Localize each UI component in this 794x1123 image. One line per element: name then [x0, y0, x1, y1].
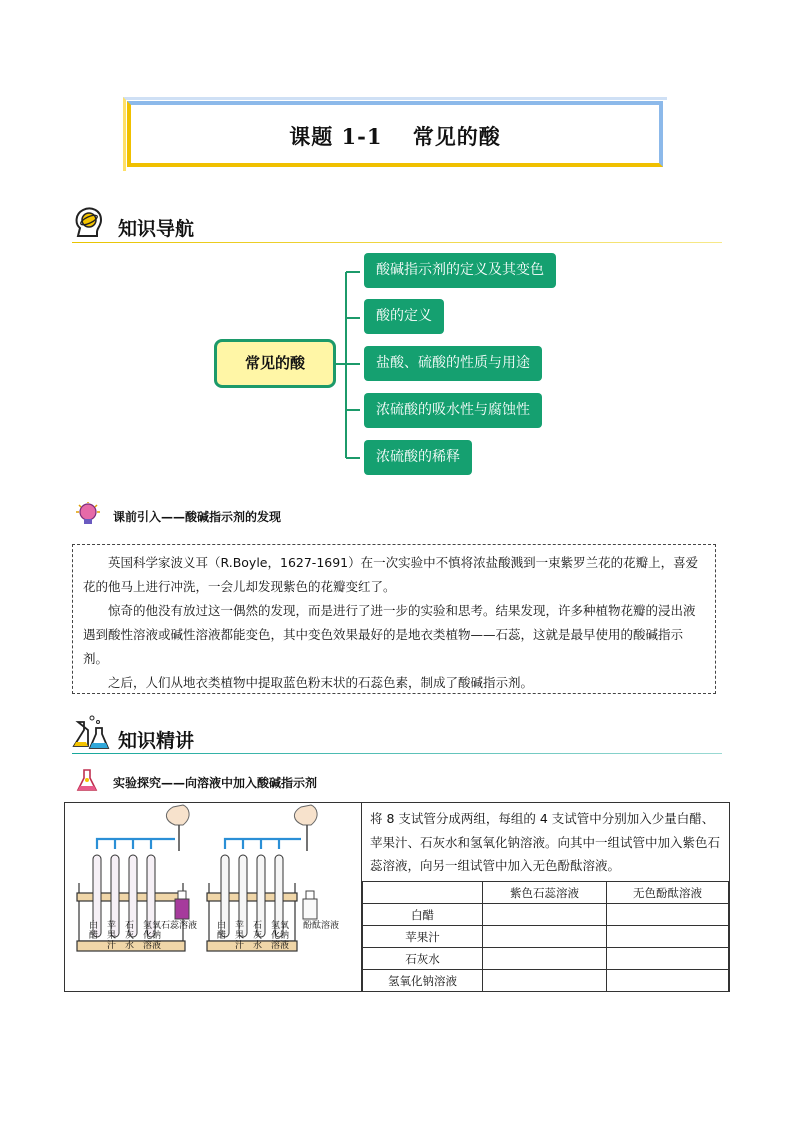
tube-label: 白醋 — [89, 921, 99, 941]
intro-paragraph: 惊奇的他没有放过这一偶然的发现，而是进行了进一步的实验和思考。结果发现，许多种植物花瓣的浸出液遇到酸性溶液或碱性溶液都能变色，其中变色效果最好的是地衣类植物——石蕊，这就是最早使用的酸碱指示剂。 — [83, 603, 696, 666]
experiment-heading: 实验探究——向溶液中加入酸碱指示剂 — [113, 776, 318, 790]
table-row — [363, 948, 729, 970]
table-header: 无色酚酞溶液 — [607, 882, 729, 904]
title-banner — [127, 101, 663, 167]
row-label: 苹果汁 — [363, 926, 483, 948]
table-row — [363, 926, 729, 948]
lab-flask-icon — [70, 712, 110, 752]
mindmap-branch: 酸的定义 — [364, 299, 444, 334]
experiment-description: 将 8 支试管分成两组，每组的 4 支试管中分别加入少量白醋、苹果汁、石灰水和氢氧化钠溶液。向其中一组试管中加入紫色石蕊溶液，向另一组试管中加入无色酚酞溶液。 — [370, 811, 721, 873]
intro-box — [72, 544, 716, 694]
experiment-figure — [65, 803, 362, 991]
row-label: 氢氧化钠溶液 — [363, 970, 483, 992]
table-header — [363, 882, 483, 904]
lightbulb-icon — [74, 502, 104, 528]
mindmap-root: 常见的酸 — [214, 339, 336, 388]
table-header: 紫色石蕊溶液 — [483, 882, 607, 904]
bottle-label: 酚酞溶液 — [303, 921, 340, 931]
experiment-icon — [74, 766, 102, 794]
result-cell[interactable] — [607, 970, 729, 992]
mindmap-branch: 酸碱指示剂的定义及其变色 — [364, 253, 556, 288]
bottle-label: 石蕊溶液 — [161, 921, 198, 931]
result-table — [362, 881, 729, 992]
brain-icon — [72, 206, 106, 240]
page-title: 课题 1-1 常见的酸 — [289, 124, 501, 149]
section-divider — [72, 242, 722, 243]
tube-label: 苹果汁 — [235, 921, 245, 951]
row-label: 白醋 — [363, 904, 483, 926]
result-cell[interactable] — [607, 926, 729, 948]
tube-label: 苹果汁 — [107, 921, 117, 951]
mindmap-branch: 浓硫酸的吸水性与腐蚀性 — [364, 393, 542, 428]
result-cell[interactable] — [607, 948, 729, 970]
table-header-row — [363, 882, 729, 904]
table-row — [363, 904, 729, 926]
tube-label: 石灰水 — [125, 921, 135, 951]
section-divider — [72, 753, 722, 754]
mindmap-branch: 盐酸、硫酸的性质与用途 — [364, 346, 542, 381]
result-cell[interactable] — [483, 948, 607, 970]
section-title-lecture: 知识精讲 — [118, 730, 195, 752]
result-cell[interactable] — [483, 970, 607, 992]
intro-paragraph: 英国科学家波义耳（R.Boyle，1627-1691）在一次实验中不慎将浓盐酸溅到一束紫罗兰花的花瓣上，喜爱花的他马上进行冲洗，一会儿却发现紫色的花瓣变红了。 — [83, 555, 699, 594]
tube-label: 氢氧化钠溶液 — [271, 921, 290, 951]
experiment-right — [362, 803, 729, 991]
row-label: 石灰水 — [363, 948, 483, 970]
tube-label: 氢氧化钠溶液 — [143, 921, 162, 951]
result-cell[interactable] — [483, 926, 607, 948]
mindmap-branch: 浓硫酸的稀释 — [364, 440, 472, 475]
intro-heading: 课前引入——酸碱指示剂的发现 — [113, 510, 282, 524]
test-tube-illustration — [65, 803, 361, 991]
experiment-table — [64, 802, 730, 992]
result-cell[interactable] — [483, 904, 607, 926]
tube-label: 白醋 — [217, 921, 227, 941]
result-cell[interactable] — [607, 904, 729, 926]
intro-paragraph: 之后，人们从地衣类植物中提取蓝色粉末状的石蕊色素，制成了酸碱指示剂。 — [108, 675, 534, 690]
table-row — [363, 970, 729, 992]
tube-label: 石灰水 — [253, 921, 263, 951]
section-title-navigation: 知识导航 — [118, 218, 195, 240]
